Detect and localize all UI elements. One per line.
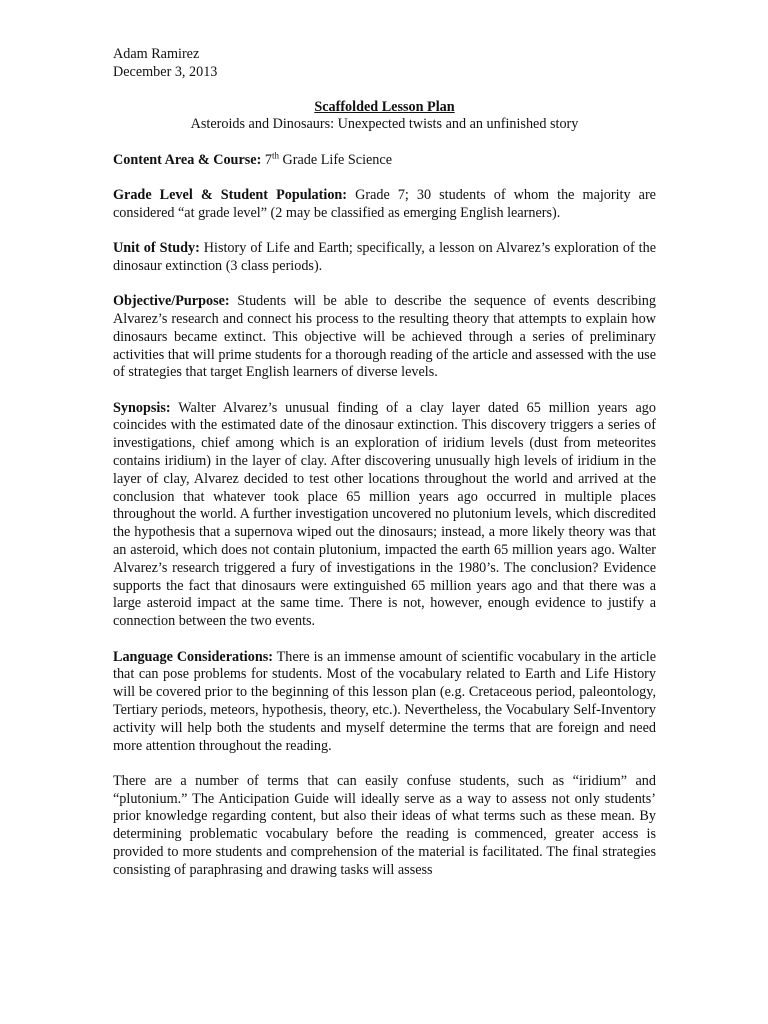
content-area-course: Grade Life Science — [282, 151, 392, 168]
objective-text: Students will be able to describe the sequence of events describing Alvarez’s research and connect his process to the resulting theory that attempts to explain how dinosaurs became extinct. This objective will be achieved through a series of preliminary activities that will prime students for a thorough reading of the article and assessed with the use of strategies that target English learners of diverse levels. — [113, 293, 656, 381]
unit-of-study-section — [113, 240, 656, 276]
synopsis-text: Walter Alvarez’s unusual finding of a clay layer dated 65 million years ago coincides with the estimated date of the dinosaur extinction. This discovery triggers a series of investigations, chief among which is an exploration of iridium levels (dust from meteorites contains iridium) in the layer of clay. After discovering unusually high levels of iridium in the layer of clay, Alvarez decided to test other locations throughout the world and arrived at the conclusion that whatever took place 65 million years ago occurred in multiple places throughout the world. A further investigation uncovered no plutonium levels, which discredited the hypothesis that a supernova wiped out the dinosaurs; instead, a more likely theory was that an asteroid, which does not contain plutonium, impacted the earth 65 million years ago. Walter Alvarez’s research triggered a fury of investigations in the 1980’s. The conclusion? Evidence supports the fact that dinosaurs were extinguished 65 million years ago and that there was a large asteroid impact at the same time. There is not, however, enough evidence to justify a connection between the two events. — [113, 399, 656, 630]
synopsis-label: Synopsis: — [113, 399, 171, 416]
author-name: Adam Ramirez — [113, 46, 200, 62]
language-considerations-section — [113, 649, 656, 756]
grade-level-section — [113, 187, 656, 223]
content-area-section — [113, 149, 656, 170]
document-title: Scaffolded Lesson Plan — [314, 98, 455, 115]
unit-of-study-label: Unit of Study: — [113, 240, 200, 257]
grade-level-label: Grade Level & Student Population: — [113, 186, 348, 203]
objective-label: Objective/Purpose: — [113, 293, 230, 310]
unit-of-study-text: History of Life and Earth; specifically, a lesson on Alvarez’s exploration of the dinosaur extinction (3 class periods). — [113, 240, 656, 274]
document-date: December 3, 2013 — [113, 63, 218, 80]
synopsis-section — [113, 400, 656, 631]
content-area-label: Content Area & Course: — [113, 151, 262, 168]
document-subtitle: Asteroids and Dinosaurs: Unexpected twists and an unfinished story — [190, 116, 579, 133]
terms-paragraph: There are a number of terms that can easily confuse students, such as “iridium” and “plutonium.” The Anticipation Guide will ideally serve as a way to assess not only students’ prior knowledge regarding content, but also their ideas of what terms such as these mean. By determining problematic vocabulary before the reading is commenced, greater access is provided to more students and comprehension of the material is facilitated. The final strategies consisting of paraphrasing and drawing tasks will assess — [113, 772, 656, 878]
content-area-grade-suffix: th — [271, 149, 279, 160]
language-considerations-label: Language Considerations: — [113, 648, 273, 665]
objective-section — [113, 293, 656, 382]
language-considerations-text: There is an immense amount of scientific vocabulary in the article that can pose problems for students. Most of the vocabulary related to Earth and Life History will be covered prior to the beginning of this lesson plan (e.g. Cretaceous period, paleontology, Tertiary periods, meteors, hypothesis, theory, etc.). Nevertheless, the Vocabulary Self-Inventory activity will help both the students and myself determine the terms that are foreign and need more attention throughout the reading. — [113, 648, 656, 754]
content-area-grade: 7 — [264, 151, 272, 168]
grade-level-text: Grade 7; 30 students of whom the majority are considered “at grade level” (2 may be classified as emerging English learners). — [113, 186, 656, 221]
